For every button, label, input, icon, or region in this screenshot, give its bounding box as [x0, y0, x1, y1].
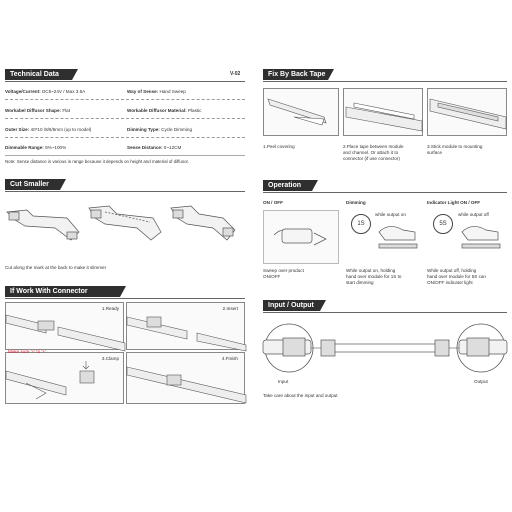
divider	[5, 155, 245, 156]
polarity-note: Make sure '+' to '+'	[8, 349, 46, 354]
five-second-badge: 5S	[433, 214, 453, 234]
outer-size-value: 40*10 /8/6/5mm (up to model)	[30, 127, 92, 132]
input-output-diagram	[263, 320, 507, 378]
tape-step1-text: 1.Peel covering	[263, 144, 295, 149]
dimmable-range-row	[5, 145, 66, 151]
step-finish-panel	[126, 352, 245, 404]
step-insert-panel	[126, 302, 245, 350]
dimming-type-label: Dimming Type:	[127, 127, 160, 132]
diffusor-shape-value: Flat	[62, 108, 71, 113]
sense-distance-value: 0~12CM	[163, 145, 182, 150]
one-second-badge: 1S	[351, 214, 371, 234]
dimming-desc-line1: While output on, holding	[346, 268, 396, 273]
dimming-heading: Dimming	[346, 200, 366, 205]
io-caption: Take care about the input and output	[263, 393, 338, 398]
indicator-desc-line2: hand over module for 5S can	[427, 274, 486, 279]
step-ready-label: 1.Ready	[101, 306, 119, 311]
stick-module-illustration	[428, 89, 508, 137]
tape-step3-line1: 3.Stick module to mounting	[427, 144, 483, 149]
hand-sweep-illustration	[264, 211, 340, 265]
row-separator	[5, 99, 245, 100]
diffusor-material-row	[127, 108, 201, 114]
step-clamp-label: 3.Clamp	[101, 356, 119, 361]
step-ready-panel	[5, 302, 124, 350]
onoff-panel	[263, 210, 339, 264]
clamp-illustration	[6, 353, 125, 405]
tape-step1-panel	[263, 88, 339, 136]
outer-size-row	[5, 127, 91, 133]
divider	[5, 81, 245, 82]
peel-illustration	[264, 89, 340, 137]
diffusor-material-value: Plastic	[187, 108, 202, 113]
voltage-row	[5, 89, 85, 95]
sense-way-value: Hand Sweep	[159, 89, 186, 94]
dimming-hand-illustration	[375, 220, 423, 252]
sense-way-row	[127, 89, 186, 95]
cut-caption: Cut along the mark at the back to make it slimmer	[5, 265, 107, 270]
diffusor-shape-row	[5, 108, 70, 114]
sense-note: Note: Sense distance is various in range because it depends on height and material of diffusor.	[5, 159, 189, 164]
step-finish-label: 4.Finish	[221, 356, 238, 361]
dimmable-range-label: Dimmable Range:	[5, 145, 44, 150]
ready-illustration	[6, 303, 125, 351]
dimming-type-row	[127, 127, 192, 133]
divider	[263, 192, 507, 193]
step-insert-label: 2.Insert	[222, 306, 238, 311]
dimming-desc-line3: start dimming	[346, 280, 374, 285]
diffusor-shape-label: Workabel Diffusor Shape:	[5, 108, 62, 113]
tape-step2-panel	[343, 88, 423, 136]
cut-smaller-header: Cut Smaller	[5, 179, 60, 190]
divider	[263, 81, 507, 82]
voltage-value: DC5~24V / Max 3.5A	[41, 89, 86, 94]
dimming-type-value: Cycle Dimming	[161, 127, 193, 132]
insert-illustration	[127, 303, 246, 351]
diffusor-material-label: Workable Diffusor Material:	[127, 108, 187, 113]
tape-step2-line3: connector (if use connector)	[343, 156, 400, 161]
row-separator	[5, 137, 245, 138]
tape-step3-panel	[427, 88, 507, 136]
connector-header: If Work With Connector	[5, 286, 120, 297]
output-label: Output	[474, 379, 488, 384]
technical-data-header: Technical Data	[5, 69, 72, 80]
divider	[5, 191, 245, 192]
input-label: Input	[278, 379, 289, 384]
voltage-label: Voltage/Current:	[5, 89, 41, 94]
indicator-desc-line1: While output off, holding	[427, 268, 477, 273]
onoff-desc-line1: Sweep over product	[263, 268, 304, 273]
onoff-desc-line2: ON/OFF	[263, 274, 281, 279]
sense-distance-label: Sense Distance:	[127, 145, 163, 150]
indicator-desc-line3: ON/OFF indicator light	[427, 280, 473, 285]
cut-illustration	[5, 200, 245, 250]
step-clamp-panel	[5, 349, 124, 404]
left-page	[0, 60, 252, 415]
divider	[5, 298, 245, 299]
input-output-header: Input / Output	[263, 300, 320, 311]
operation-header: Operation	[263, 180, 312, 191]
divider	[263, 312, 507, 313]
indicator-hand-illustration	[458, 220, 506, 252]
row-separator	[5, 118, 245, 119]
tape-step2-line2: and channel. Or attach it to	[343, 150, 399, 155]
dimming-desc-line2: hand over module for 1S to	[346, 274, 402, 279]
indicator-heading: Indicator Light ON / OFF	[427, 200, 481, 205]
sense-way-label: Way of Sense:	[127, 89, 159, 94]
place-tape-illustration	[344, 89, 424, 137]
right-page	[258, 60, 512, 415]
finish-illustration	[127, 353, 246, 405]
onoff-heading: ON / OFF	[263, 200, 283, 205]
model-code: V-02	[230, 71, 241, 77]
dimmable-range-value: 5%~100%	[45, 145, 67, 150]
indicator-sub: while output off	[458, 212, 489, 217]
back-tape-header: Fix By Back Tape	[263, 69, 328, 80]
dimming-sub: while output on	[375, 212, 406, 217]
sense-distance-row	[127, 145, 181, 151]
tape-step2-line1: 2.Place tape between module	[343, 144, 404, 149]
tape-step3-line2: surface	[427, 150, 443, 155]
outer-size-label: Outer Size:	[5, 127, 30, 132]
